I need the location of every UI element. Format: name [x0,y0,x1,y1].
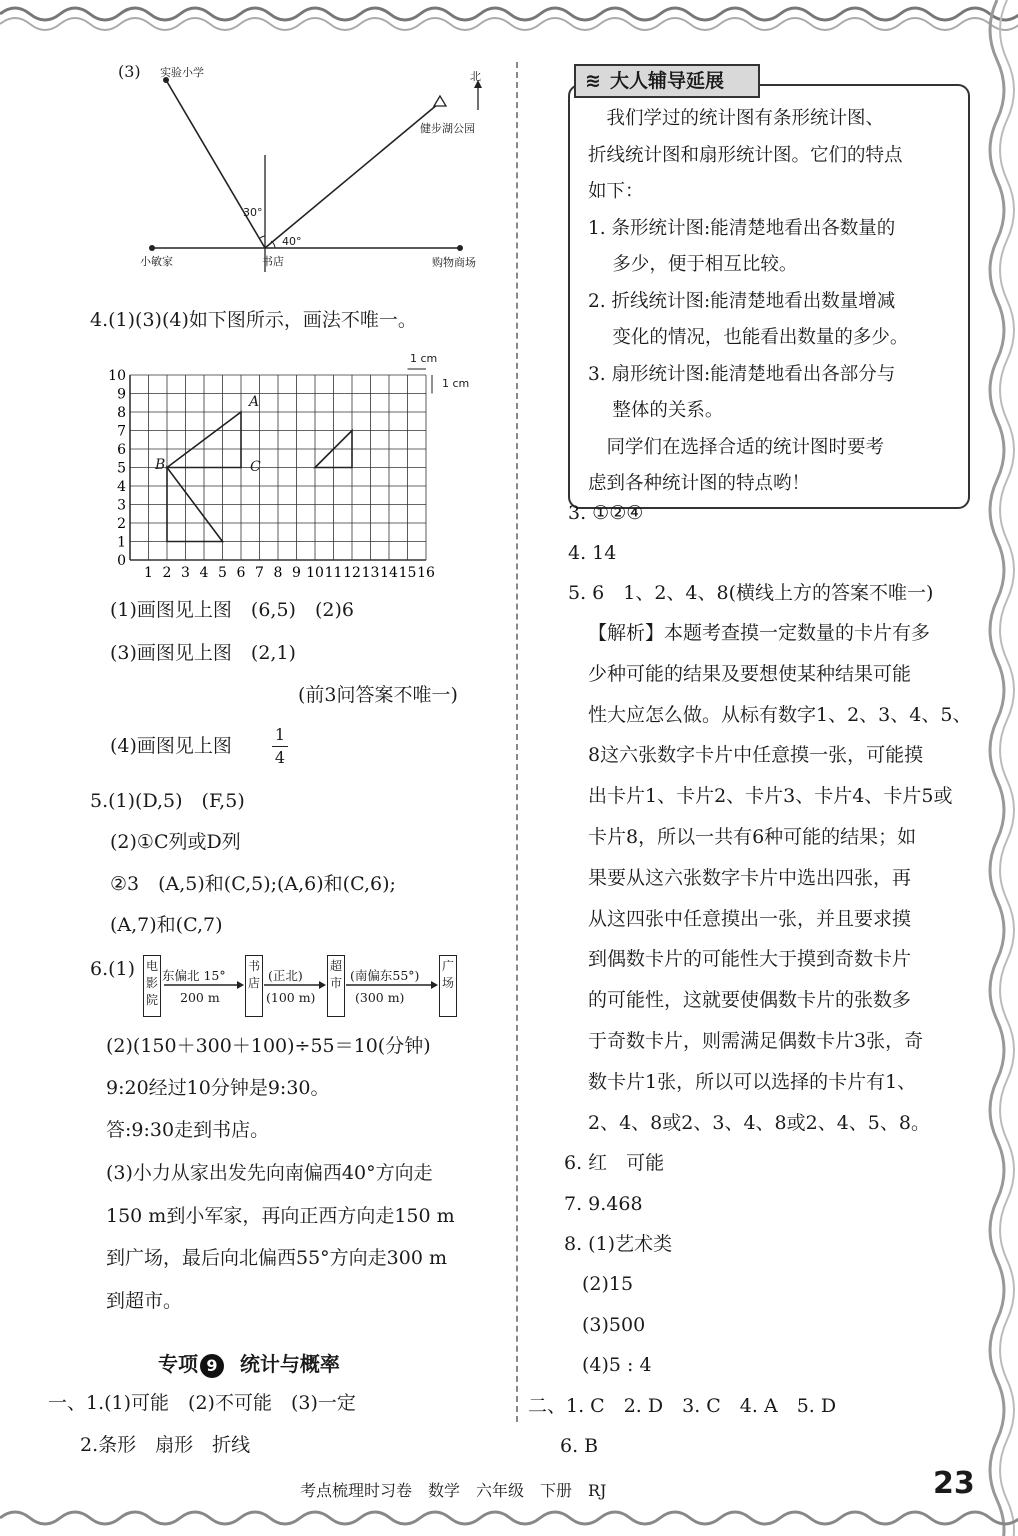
flow-box-square: 广场 [439,955,457,1017]
grid-x-tick: 9 [292,565,301,581]
analysis-line: 性大应怎么做。从标有数字1、2、3、4、5、 [588,703,972,726]
flow-box-supermarket: 超市 [327,955,345,1017]
analysis-line: 的可能性，这就要使偶数卡片的张数多 [588,989,912,1012]
map-label-num: (3) [118,62,141,81]
grid-x-tick: 4 [199,565,209,581]
part1-line-2: 2.条形 扇形 折线 [80,1434,251,1456]
q6-line-7: 到广场，最后向北偏西55°方向走300 m [106,1247,447,1269]
q4-answer-3: (3)画图见上图 (2,1) [110,642,296,664]
fraction-one-quarter [272,725,288,768]
q6-label: 6.(1) [90,958,136,980]
bottom-wave-border [0,1496,1018,1536]
grid-x-tick: 7 [255,565,264,581]
section-title-prefix: 专项 [158,1352,198,1376]
map-angle-40: 40° [282,235,302,248]
flow-box-bookstore: 书店 [245,955,263,1017]
answer-3: 3. ①②④ [568,502,644,524]
tip-line: 我们学过的统计图有条形统计图、 [588,108,885,129]
grid-y-tick: 6 [117,442,126,458]
flow-arrow-2-dir: (正北) [268,968,303,983]
tip-line: 变化的情况，也能看出数量的多少。 [588,327,909,348]
grid-unit-x: 1 cm [410,352,438,365]
q5-line-1: 5.(1)(D,5) (F,5) [90,790,245,812]
part2-line-2: 6. B [560,1435,599,1457]
grid-y-tick: 10 [108,368,126,384]
map-bookstore: 书店 [262,255,284,268]
q5-line-2: (2)①C列或D列 [110,831,241,853]
analysis-line: 出卡片1、卡片2、卡片3、卡片4、卡片5或 [588,785,953,808]
flow-arrow-2-dist: (100 m) [266,990,316,1005]
grid-unit-y: 1 cm [442,377,470,390]
tip-line: 虑到各种统计图的特点哟！ [588,473,811,494]
q4-answer-1: (1)画图见上图 (6,5) (2)6 [110,599,354,621]
grid-y-tick: 8 [117,405,126,421]
analysis-line: 【解析】本题考查摸一定数量的卡片有多 [588,622,931,644]
page-number: 23 [933,1466,975,1501]
q4-intro: 4.(1)(3)(4)如下图所示，画法不唯一。 [90,309,417,331]
answer-7: 7. 9.468 [564,1193,643,1215]
map-angle-30: 30° [243,206,263,219]
grid-y-tick: 3 [117,497,126,514]
map-park: 健步湖公园 [420,122,475,135]
analysis-line: 果要从这六张数字卡片中选出四张，再 [588,866,912,889]
q6-line-6: 150 m到小军家，再向正西方向走150 m [106,1205,455,1227]
tip-line: 如下： [588,181,644,202]
tip-line: 同学们在选择合适的统计图时要考 [588,436,885,458]
answer-6: 6. 红 可能 [564,1152,665,1174]
grid-x-tick: 12 [343,565,361,581]
q4-note: (前3问答案不唯一) [298,684,458,706]
flow-box-cinema: 电影院 [143,955,161,1017]
q5-line-4: (A,7)和(C,7) [110,914,223,936]
grid-x-tick: 11 [324,565,343,581]
grid-x-tick: 14 [380,565,398,581]
point-c-label: C [250,459,261,475]
grid-y-tick: 5 [117,460,126,477]
analysis-line: 数卡片1张，所以可以选择的卡片有1、 [588,1070,917,1093]
grid-x-tick: 8 [273,565,283,581]
top-wave-border [0,0,1018,40]
tip-line: 1. 条形统计图:能清楚地看出各数量的 [588,217,896,239]
q6-line-2: (2)(150＋300＋100)÷55＝10(分钟) [106,1035,431,1057]
grid-x-tick: 6 [236,565,246,581]
grid-y-tick: 1 [117,534,126,551]
analysis-line: 少种可能的结果及要想使某种结果可能 [588,662,912,685]
grid-y-tick: 4 [117,479,126,495]
column-divider [516,62,518,1422]
direction-map [110,60,510,272]
grid-y-tick: 9 [117,386,126,403]
flow-arrow-1-dist: 200 m [180,990,220,1005]
grid-y-tick: 2 [117,516,126,532]
answer-5: 5. 6 1、2、4、8(横线上方的答案不唯一) [568,582,934,604]
right-wave-border [975,0,1018,1536]
grid-x-tick: 2 [162,565,172,581]
flow-arrow-3-dist: (300 m) [355,990,405,1005]
map-mall: 购物商场 [432,256,476,269]
tip-line: 整体的关系。 [588,400,724,421]
analysis-line: 到偶数卡片的可能性大于摸到奇数卡片 [588,948,912,971]
map-north: 北 [470,70,481,83]
point-a-label: A [249,394,260,410]
tip-title-text: 大人辅导延展 [610,70,725,92]
flow-arrow-1-dir: 东偏北 15° [162,968,226,983]
tip-line: 2. 折线统计图:能清楚地看出数量增减 [588,290,896,312]
q4-answer-4: (4)画图见上图 [110,735,232,757]
footer-text: 考点梳理时习卷 数学 六年级 下册 RJ [300,1481,607,1500]
grid-x-tick: 3 [181,565,190,581]
part1-line-1: 一、1.(1)可能 (2)不可能 (3)一定 [48,1392,356,1414]
map-school: 实验小学 [160,66,204,79]
answer-8-3: (3)500 [582,1314,646,1336]
q6-line-5: (3)小力从家出发先向南偏西40°方向走 [106,1162,433,1184]
tip-line: 3. 扇形统计图:能清楚地看出各部分与 [588,363,896,385]
q5-line-3: ②3 (A,5)和(C,5);(A,6)和(C,6); [110,873,396,895]
tip-line: 多少，便于相互比较。 [588,254,798,275]
grid-x-tick: 5 [218,565,227,581]
wave-icon: ≋ [585,70,601,92]
q6-line-4: 答:9:30走到书店。 [106,1119,270,1141]
answer-8-2: (2)15 [582,1273,634,1295]
analysis-line: 从这四张中任意摸出一张，并且要求摸 [588,907,912,930]
analysis-line: 8这六张数字卡片中任意摸一张，可能摸 [588,744,924,767]
answer-8-1: 8. (1)艺术类 [564,1233,673,1255]
flow-arrow-3-dir: (南偏东55°) [350,968,420,983]
map-home: 小敏家 [140,255,173,268]
grid-x-tick: 13 [361,565,380,581]
answer-8-4: (4)5 : 4 [582,1354,652,1376]
grid-y-tick: 7 [117,423,126,440]
section-title [158,1348,340,1378]
part2-line-1: 二、1. C 2. D 3. C 4. A 5. D [528,1395,837,1417]
grid-y-tick: 0 [117,553,126,569]
grid-x-tick: 15 [398,565,417,581]
q6-line-3: 9:20经过10分钟是9:30。 [106,1077,330,1099]
grid-x-tick: 1 [144,565,153,581]
grid-x-tick: 10 [306,565,324,581]
section-title-text: 统计与概率 [239,1352,340,1376]
tip-line: 折线统计图和扇形统计图。它们的特点 [588,144,903,166]
point-b-label: B [155,457,166,473]
grid-x-tick: 16 [417,565,435,581]
fraction-numerator: 1 [274,725,286,744]
q6-line-8: 到超市。 [106,1290,183,1312]
tip-title [574,64,760,98]
analysis-line: 2、4、8或2、3、4、8或2、4、5、8。 [588,1111,930,1134]
answer-4: 4. 14 [568,542,617,564]
section-number-badge: 9 [200,1354,224,1378]
analysis-line: 卡片8，所以一共有6种可能的结果；如 [588,826,917,848]
analysis-line: 于奇数卡片，则需满足偶数卡片3张，奇 [588,1030,924,1052]
fraction-denominator: 4 [274,748,286,767]
